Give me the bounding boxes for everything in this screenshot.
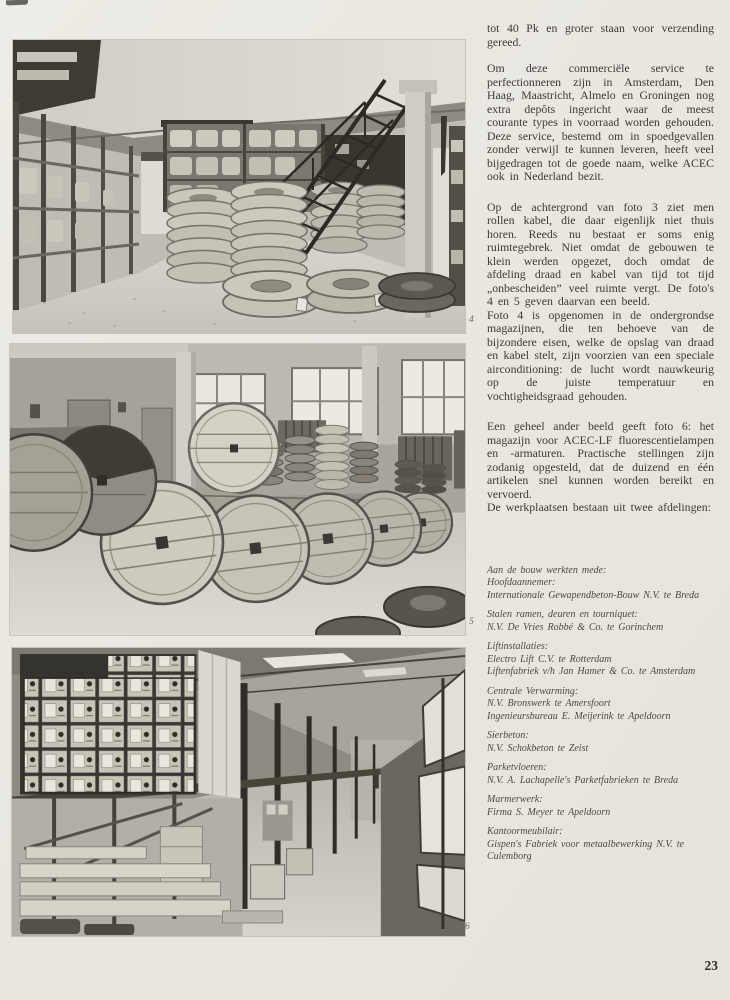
- coil-stacks-center: [167, 182, 307, 284]
- credit-company: Gispen's Fabriek voor metaalbewerking N.V. te Culemborg: [487, 838, 684, 862]
- credit-entry: [487, 826, 714, 864]
- credit-role: Kantoormeubilair:: [487, 826, 563, 837]
- credit-entry: [487, 686, 714, 724]
- photo-5-illustration: [10, 344, 465, 635]
- credit-role: Marmerwerk:: [487, 794, 543, 805]
- article-paragraph: Op de achtergrond van foto 3 ziet men rollen kabel, die daar eigenlijk niet thuis horen. Reeds nu bestaat er soms enig ruimtegebrek. Niet omdat de gebouwen te klein werden opgezet, doch omdat de afdeling draad en kabel van tijd tot tijd „onbescheiden” veel ruimte vergt. De foto's 4 en 5 geven daarvan een beeld.: [487, 199, 714, 308]
- photo-number-4: 4: [469, 315, 474, 325]
- credit-company: Ingenieursbureau E. Meijerink te Apeldoorn: [487, 710, 671, 722]
- far-right-shelf: [449, 126, 465, 306]
- photo-number-6: 6: [465, 922, 470, 932]
- credit-entry: [487, 730, 714, 755]
- article-column: [487, 22, 714, 871]
- credit-company: N.V. A. Lachapelle's Parketfabrieken te Breda: [487, 774, 679, 786]
- credit-role: Parketvloeren:: [487, 762, 547, 773]
- drum-face-top: [189, 403, 279, 493]
- credit-role: Centrale Verwarming:: [487, 685, 579, 697]
- lamp-box-shelf: [20, 654, 196, 794]
- credits-heading: Aan de bouw werkten mede:: [487, 564, 607, 576]
- photo-6-illustration: [12, 648, 465, 936]
- credit-company: N.V. Bronswerk te Amersfoort: [487, 698, 611, 709]
- building-credits: [487, 565, 714, 864]
- credit-entry: [487, 641, 714, 679]
- article-paragraph: Om deze commerciële service te perfectionneren zijn in Amsterdam, Den Haag, Maastricht, Almelo en Groningen nog extra depôts ingericht waar de meest courante types in voorraad worden gehouden. Deze service, bestemd om in spoedgevallen zonder verwijl te kunnen leveren, heeft veel bijgedragen tot de goede naam, welke ACEC ook in Nederland bezit.: [487, 61, 714, 183]
- credit-company: N.V. Schokbeton te Zeist: [487, 742, 589, 754]
- photo-4-illustration: [13, 40, 465, 333]
- shelf-end-panels: [198, 650, 240, 799]
- photo-lamp-magazine: [12, 648, 465, 936]
- credit-role: Hoofdaannemer:: [487, 577, 556, 588]
- credit-entry: [487, 609, 714, 634]
- credit-role: Stalen ramen, deuren en tourniquet:: [487, 609, 638, 620]
- credit-company: Liftenfabriek v/h Jan Hamer & Co. te Amsterdam: [487, 666, 696, 677]
- credit-company: N.V. De Vries Robbé & Co. te Gorinchem: [487, 621, 664, 633]
- photo-underground-cable-warehouse: [13, 40, 465, 333]
- photo-number-5: 5: [469, 617, 474, 627]
- credit-company: Electro Lift C.V. te Rotterdam: [487, 653, 612, 665]
- front-cable-coils: [223, 270, 455, 317]
- credit-role: Liftinstallaties:: [487, 641, 549, 652]
- article-paragraph: tot 40 Pk en groter staan voor verzending gereed.: [487, 21, 714, 49]
- credit-entry: [487, 577, 714, 602]
- credit-company: Firma S. Meyer te Apeldoorn: [487, 806, 611, 818]
- page-number: 23: [704, 958, 718, 973]
- credit-entry: [487, 762, 714, 787]
- article-paragraph: Een geheel ander beeld geeft foto 6: het magazijn voor ACEC-LF fluorescentielampen en -armaturen. Practische stellingen zijn zodanig opgesteld, dat de duizend en één artikelen snel kunnen worden bereikt en vervoerd.: [487, 419, 714, 501]
- photo-cable-drums-hall: [10, 344, 465, 635]
- scan-artifact: [6, 0, 28, 5]
- under-mezzanine: [12, 794, 243, 936]
- article-paragraph: De werkplaatsen bestaan uit twee afdelingen:: [487, 500, 711, 514]
- credit-role: Sierbeton:: [487, 730, 529, 741]
- credit-company: Internationale Gewapendbeton-Bouw N.V. te Breda: [487, 589, 700, 601]
- article-paragraph: Foto 4 is opgenomen in de ondergrondse magazijnen, die ten behoeve van de bijzondere eisen, welke de opslag van draad en kabel stelt, zijn voorzien van een speciale airconditioning: de lucht wordt nauwkeurig op de juiste temperatuur en vochtigheidsgraad gehouden.: [487, 307, 714, 403]
- credit-entry: [487, 794, 714, 819]
